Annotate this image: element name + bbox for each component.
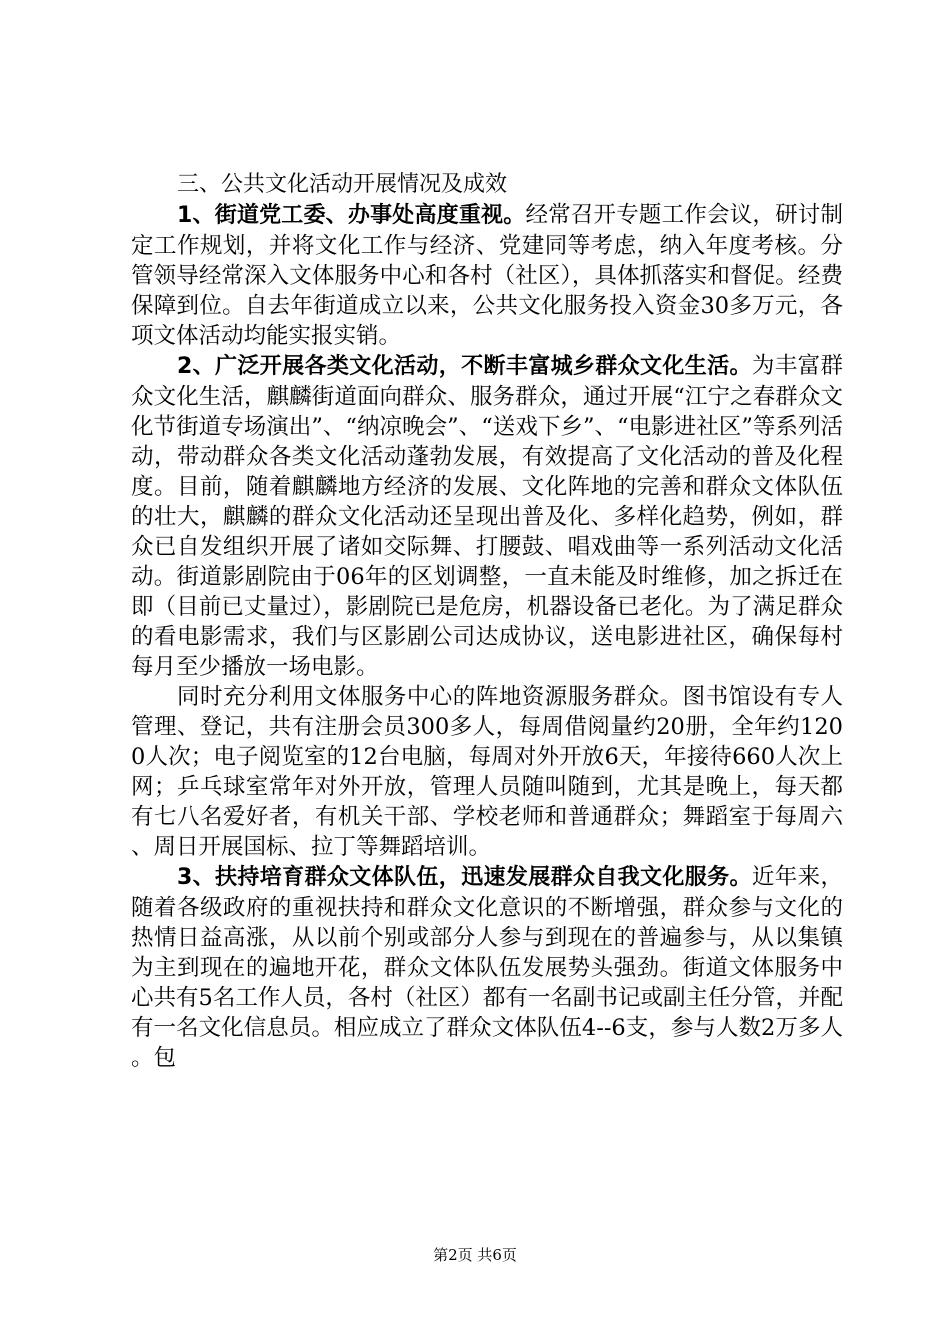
paragraph-1-lead: 1、街道党工委、办事处高度重视。 <box>177 203 526 228</box>
paragraph-3 <box>131 682 843 862</box>
paragraph-3-body: 同时充分利用文体服务中心的阵地资源服务群众。图书馆设有专人管理、登记，共有注册会员300多人，每周借阅量约20册，全年约1200人次；电子阅览室的12台电脑，每周对外开放6天，年接待660人次上网；乒乓球室常年对外开放，管理人员随叫随到，尤其是晚上，每天都有七八名爱好者，有机关干部、学校老师和普通群众；舞蹈室于每周六、周日开展国标、拉丁等舞蹈培训。 <box>131 684 843 860</box>
paragraph-2 <box>131 351 843 682</box>
document-body <box>131 170 843 1073</box>
paragraph-2-lead: 2、广泛开展各类文化活动，不断丰富城乡群众文化生活。 <box>177 354 752 379</box>
paragraph-4 <box>131 862 843 1073</box>
paragraph-1-body: 经常召开专题工作会议，研讨制定工作规划，并将文化工作与经济、党建同等考虑，纳入年度考核。分管领导经常深入文体服务中心和各村（社区），具体抓落实和督促。经费保障到位。自去年街道成立以来，公共文化服务投入资金30多万元，各项文体活动均能实报实销。 <box>131 202 843 349</box>
section-title: 三、公共文化活动开展情况及成效 <box>177 172 508 197</box>
page-footer: 第2页 共6页 <box>433 1246 517 1264</box>
paragraph-4-body: 近年来，随着各级政府的重视扶持和群众文化意识的不断增强，群众参与文化的热情日益高涨，从以前个别或部分人参与到现在的普遍参与，从以集镇为主到现在的遍地开花，群众文体队伍发展势头强劲。街道文体服务中心共有5名工作人员，各村（社区）都有一名副书记或副主任分管，并配有一名文化信息员。相应成立了群众文体队伍4--6支，参与人数2万多人。包 <box>131 864 843 1071</box>
paragraph-4-lead: 3、扶持培育群众文体队伍，迅速发展群众自我文化服务。 <box>177 865 752 890</box>
paragraph-1 <box>131 200 843 351</box>
paragraph-2-body: 为丰富群众文化生活，麒麟街道面向群众、服务群众，通过开展“江宁之春群众文化节街道专场演出”、“纳凉晚会”、“送戏下乡”、“电影进社区”等系列活动，带动群众各类文化活动蓬勃发展，有效提高了文化活动的普及化程度。目前，随着麒麟地方经济的发展、文化阵地的完善和群众文体队伍的壮大，麒麟的群众文化活动还呈现出普及化、多样化趋势，例如，群众已自发组织开展了诸如交际舞、打腰鼓、唱戏曲等一系列活动文化活动。街道影剧院由于06年的区划调整，一直未能及时维修，加之拆迁在即（目前已丈量过），影剧院已是危房，机器设备已老化。为了满足群众的看电影需求，我们与区影剧公司达成协议，送电影进社区，确保每村每月至少播放一场电影。 <box>131 353 843 680</box>
